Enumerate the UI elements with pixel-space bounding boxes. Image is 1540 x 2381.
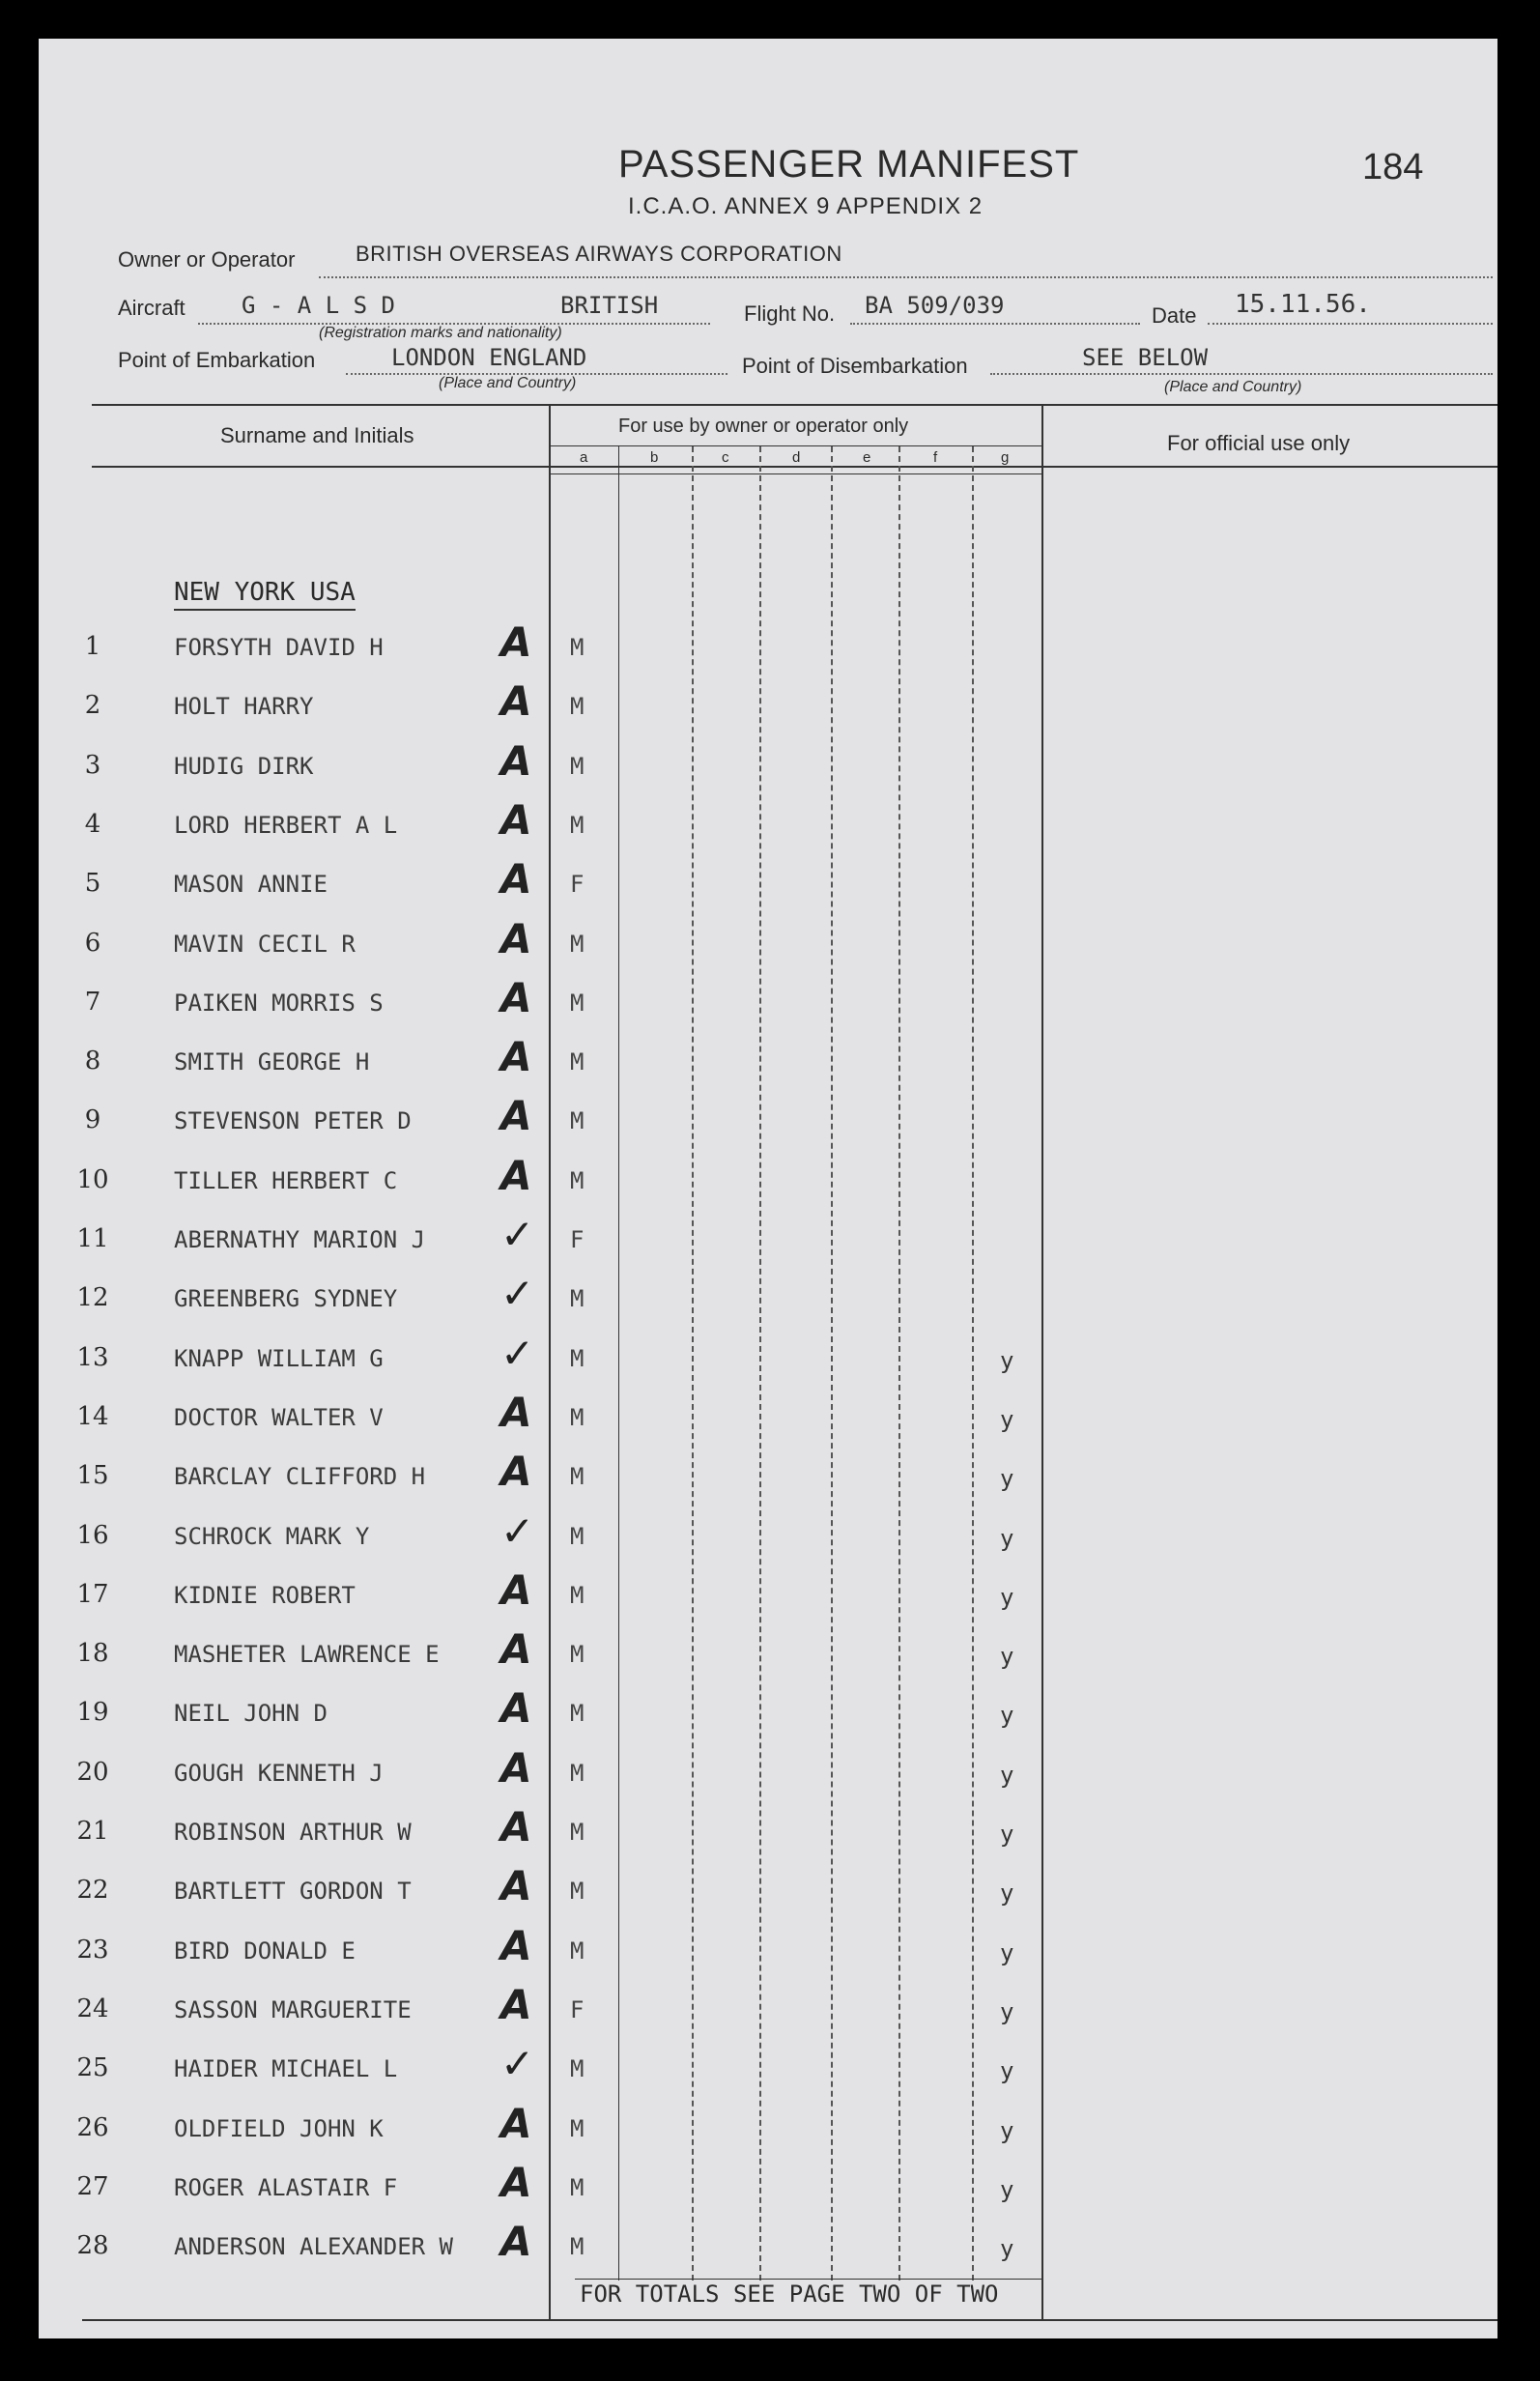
handwritten-mark: A (500, 855, 532, 903)
col-f-divider (972, 446, 974, 2281)
passenger-name: GOUGH KENNETH J (174, 1760, 384, 1787)
totals-note: FOR TOTALS SEE PAGE TWO OF TWO (580, 2281, 999, 2308)
group-heading: NEW YORK USA (174, 578, 356, 611)
col-letter-g: g (1001, 449, 1010, 466)
passenger-sex: M (570, 1345, 585, 1372)
handwritten-mark: A (500, 2159, 532, 2206)
disembark-value: SEE BELOW (1082, 344, 1209, 371)
handwritten-mark: ✓ (500, 1330, 535, 1377)
passenger-name: HOLT HARRY (174, 693, 314, 720)
handwritten-mark: A (500, 2218, 532, 2265)
table-bottom-rule (82, 2319, 1497, 2321)
column-g-value: y (1000, 1525, 1014, 1552)
passenger-sex: M (570, 1819, 585, 1846)
handwritten-mark: A (500, 1981, 532, 2028)
manifest-title: PASSENGER MANIFEST (618, 143, 1080, 186)
row-number: 27 (76, 2172, 109, 2201)
passenger-name: ROBINSON ARTHUR W (174, 1819, 412, 1846)
handwritten-mark: A (500, 1448, 532, 1495)
row-number: 5 (84, 869, 101, 898)
column-g-value: y (1000, 1584, 1014, 1611)
passenger-sex: M (570, 2233, 585, 2260)
row-number: 19 (76, 1698, 109, 1727)
col-c-divider (759, 446, 761, 2281)
passenger-sex: M (570, 1760, 585, 1787)
official-column-divider (1041, 404, 1043, 2319)
disembark-dotted-line (990, 373, 1493, 375)
col-letter-d: d (792, 449, 801, 466)
passenger-name: ABERNATHY MARION J (174, 1226, 426, 1253)
row-number: 10 (76, 1165, 109, 1194)
row-number: 23 (76, 1936, 109, 1965)
row-number: 24 (76, 1994, 109, 2023)
owner-label: Owner or Operator (118, 247, 296, 272)
column-g-value: y (1000, 1939, 1014, 1966)
col-d-divider (831, 446, 833, 2281)
handwritten-mark: ✓ (500, 2040, 535, 2087)
col-letter-b: b (650, 449, 659, 466)
embark-value: LONDON ENGLAND (391, 344, 587, 371)
column-g-value: y (1000, 1406, 1014, 1433)
column-g-value: y (1000, 1998, 1014, 2025)
passenger-sex: F (570, 1226, 585, 1253)
handwritten-mark: A (500, 737, 532, 785)
column-g-value: y (1000, 2176, 1014, 2203)
row-number: 21 (76, 1817, 109, 1846)
column-g-value: y (1000, 1465, 1014, 1492)
handwritten-mark: A (500, 1389, 532, 1436)
passenger-name: SMITH GEORGE H (174, 1048, 370, 1076)
manifest-subtitle: I.C.A.O. ANNEX 9 APPENDIX 2 (628, 193, 984, 219)
date-dotted-line (1208, 323, 1493, 325)
table-top-rule (92, 404, 1497, 406)
row-number: 11 (76, 1224, 109, 1253)
row-number: 20 (76, 1758, 109, 1787)
column-g-value: y (1000, 1879, 1014, 1907)
passenger-sex: M (570, 2055, 585, 2082)
disembark-note: (Place and Country) (1164, 379, 1302, 395)
row-number: 15 (76, 1461, 109, 1490)
passenger-name: DOCTOR WALTER V (174, 1404, 384, 1431)
passenger-name: SASSON MARGUERITE (174, 1996, 412, 2023)
surname-column-divider (549, 404, 551, 2319)
handwritten-mark: A (500, 618, 532, 666)
embark-note: (Place and Country) (439, 375, 577, 391)
passenger-name: GREENBERG SYDNEY (174, 1285, 398, 1312)
row-number: 8 (84, 1047, 101, 1076)
column-g-value: y (1000, 1702, 1014, 1729)
col-owner-use-header: For use by owner or operator only (618, 416, 909, 437)
passenger-name: HAIDER MICHAEL L (174, 2055, 398, 2082)
row-number: 18 (76, 1639, 109, 1668)
handwritten-mark: A (500, 1862, 532, 1909)
col-letter-a: a (580, 449, 588, 466)
passenger-sex: M (570, 1700, 585, 1727)
col-surname-header: Surname and Initials (220, 423, 414, 447)
aircraft-nationality: BRITISH (560, 292, 659, 319)
passenger-name: BARTLETT GORDON T (174, 1878, 412, 1905)
row-number: 22 (76, 1876, 109, 1905)
passenger-sex: M (570, 1937, 585, 1965)
column-g-value: y (1000, 2117, 1014, 2144)
handwritten-mark: A (500, 1625, 532, 1673)
row-number: 26 (76, 2113, 109, 2142)
handwritten-mark: A (500, 1922, 532, 1969)
passenger-name: KNAPP WILLIAM G (174, 1345, 384, 1372)
page-number: 184 (1362, 147, 1424, 187)
passenger-name: LORD HERBERT A L (174, 812, 398, 839)
passenger-name: TILLER HERBERT C (174, 1167, 398, 1194)
handwritten-mark: A (500, 1092, 532, 1139)
passenger-sex: M (570, 2115, 585, 2142)
col-e-divider (898, 446, 900, 2281)
passenger-name: ANDERSON ALEXANDER W (174, 2233, 453, 2260)
column-letter-bottom-rule (551, 473, 1043, 474)
col-letter-e: e (863, 449, 871, 466)
date-label: Date (1152, 303, 1197, 328)
passenger-sex: M (570, 1285, 585, 1312)
handwritten-mark: ✓ (500, 1507, 535, 1555)
column-g-value: y (1000, 2235, 1014, 2262)
passenger-name: BARCLAY CLIFFORD H (174, 1463, 426, 1490)
passenger-sex: F (570, 1996, 585, 2023)
column-g-value: y (1000, 1643, 1014, 1670)
row-number: 3 (84, 751, 101, 780)
handwritten-mark: A (500, 915, 532, 962)
row-number: 16 (76, 1521, 109, 1550)
row-number: 9 (84, 1105, 101, 1134)
passenger-sex: M (570, 1463, 585, 1490)
handwritten-mark: A (500, 1033, 532, 1080)
column-letter-rule (551, 445, 1043, 446)
column-g-value: y (1000, 2057, 1014, 2084)
passenger-sex: M (570, 1582, 585, 1609)
passenger-sex: M (570, 753, 585, 780)
row-number: 14 (76, 1402, 109, 1431)
passenger-sex: F (570, 871, 585, 898)
row-number: 13 (76, 1343, 109, 1372)
table-header-rule (92, 466, 1497, 468)
handwritten-mark: A (500, 1744, 532, 1792)
passenger-name: STEVENSON PETER D (174, 1107, 412, 1134)
row-number: 7 (84, 988, 101, 1017)
totals-rule (575, 2279, 1043, 2280)
passenger-sex: M (570, 1048, 585, 1076)
row-number: 28 (76, 2231, 109, 2260)
handwritten-mark: A (500, 1803, 532, 1850)
column-g-value: y (1000, 1347, 1014, 1374)
passenger-name: MASHETER LAWRENCE E (174, 1641, 440, 1668)
passenger-sex: M (570, 990, 585, 1017)
date-value: 15.11.56. (1235, 290, 1371, 319)
passenger-name: OLDFIELD JOHN K (174, 2115, 384, 2142)
handwritten-mark: A (500, 1684, 532, 1732)
row-number: 17 (76, 1580, 109, 1609)
passenger-sex: M (570, 1878, 585, 1905)
flight-label: Flight No. (744, 301, 836, 326)
passenger-name: FORSYTH DAVID H (174, 634, 384, 661)
row-number: 25 (76, 2053, 109, 2082)
owner-dotted-line (319, 276, 1493, 278)
col-letter-c: c (722, 449, 729, 466)
flight-number: BA 509/039 (865, 292, 1005, 319)
row-number: 4 (84, 810, 101, 839)
handwritten-mark: ✓ (500, 1270, 535, 1317)
passenger-name: NEIL JOHN D (174, 1700, 328, 1727)
passenger-sex: M (570, 931, 585, 958)
flight-dotted-line (850, 323, 1140, 325)
owner-value: BRITISH OVERSEAS AIRWAYS CORPORATION (356, 242, 842, 266)
column-g-value: y (1000, 1821, 1014, 1848)
row-number: 2 (84, 691, 101, 720)
row-number: 6 (84, 929, 101, 958)
col-official-header: For official use only (1167, 431, 1351, 455)
handwritten-mark: A (500, 677, 532, 725)
passenger-sex: M (570, 1167, 585, 1194)
row-number: 1 (84, 632, 101, 661)
handwritten-mark: A (500, 1152, 532, 1199)
disembark-label: Point of Disembarkation (742, 354, 968, 378)
handwritten-mark: A (500, 974, 532, 1021)
passenger-sex: M (570, 1107, 585, 1134)
passenger-name: SCHROCK MARK Y (174, 1523, 370, 1550)
passenger-sex: M (570, 634, 585, 661)
embark-label: Point of Embarkation (118, 348, 316, 372)
passenger-sex: M (570, 1641, 585, 1668)
passenger-name: MAVIN CECIL R (174, 931, 356, 958)
col-b-divider (692, 446, 694, 2281)
handwritten-mark: A (500, 796, 532, 844)
passenger-sex: M (570, 812, 585, 839)
passenger-sex: M (570, 693, 585, 720)
row-number: 12 (76, 1283, 109, 1312)
passenger-sex: M (570, 1523, 585, 1550)
handwritten-mark: A (500, 2100, 532, 2147)
col-a-divider (618, 446, 619, 2281)
col-letter-f: f (933, 449, 938, 466)
passenger-name: HUDIG DIRK (174, 753, 314, 780)
handwritten-mark: A (500, 1566, 532, 1614)
passenger-name: BIRD DONALD E (174, 1937, 356, 1965)
passenger-name: PAIKEN MORRIS S (174, 990, 384, 1017)
column-g-value: y (1000, 1762, 1014, 1789)
passenger-sex: M (570, 1404, 585, 1431)
passenger-name: MASON ANNIE (174, 871, 328, 898)
aircraft-registration: G - A L S D (242, 292, 395, 319)
aircraft-label: Aircraft (118, 296, 185, 320)
handwritten-mark: ✓ (500, 1211, 535, 1258)
passenger-sex: M (570, 2174, 585, 2201)
passenger-name: ROGER ALASTAIR F (174, 2174, 398, 2201)
registration-note: (Registration marks and nationality) (319, 325, 562, 341)
passenger-name: KIDNIE ROBERT (174, 1582, 356, 1609)
